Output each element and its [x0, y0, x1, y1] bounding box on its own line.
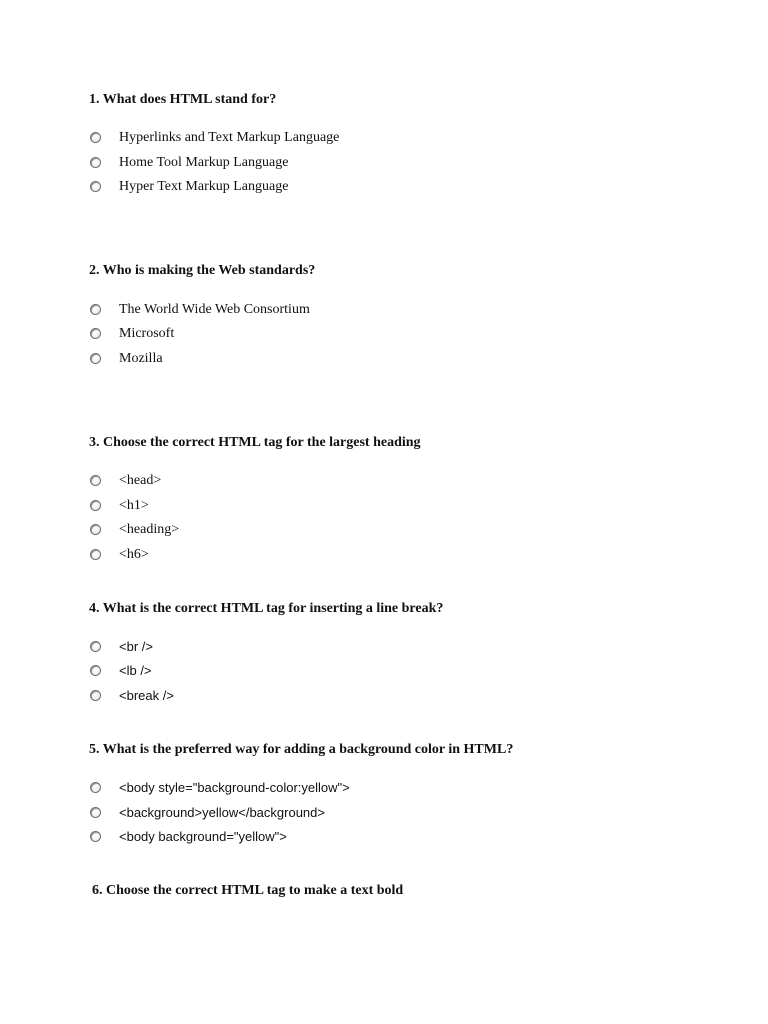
option-label: <h6>	[119, 547, 149, 562]
option-label: Hyper Text Markup Language	[119, 179, 289, 194]
question-5-title: 5. What is the preferred way for adding a background color in HTML?	[89, 742, 514, 757]
question-2-title: 2. Who is making the Web standards?	[89, 263, 316, 278]
radio-button-icon[interactable]	[90, 690, 101, 701]
radio-button-icon[interactable]	[90, 157, 101, 168]
question-1-option-2[interactable]	[90, 153, 288, 173]
radio-button-icon[interactable]	[90, 665, 101, 676]
radio-button-icon[interactable]	[90, 328, 101, 339]
radio-button-icon[interactable]	[90, 641, 101, 652]
option-label: <body style="background-color:yellow">	[119, 780, 350, 795]
question-3-option-2[interactable]	[90, 496, 149, 516]
radio-button-icon[interactable]	[90, 782, 101, 793]
radio-button-icon[interactable]	[90, 524, 101, 535]
option-label: Mozilla	[119, 351, 163, 366]
question-4-option-3[interactable]	[90, 686, 174, 706]
option-label: Home Tool Markup Language	[119, 155, 289, 170]
question-2-option-3[interactable]	[90, 349, 163, 369]
question-1-option-3[interactable]	[90, 177, 288, 197]
radio-button-icon[interactable]	[90, 181, 101, 192]
option-label: <body background="yellow">	[119, 829, 287, 844]
question-1-option-1[interactable]	[90, 128, 339, 148]
question-3-option-4[interactable]	[90, 545, 149, 565]
question-5-option-2[interactable]	[90, 803, 325, 823]
option-label: <h1>	[119, 498, 149, 513]
question-3-option-3[interactable]	[90, 520, 179, 540]
question-3-option-1[interactable]	[90, 471, 161, 491]
radio-button-icon[interactable]	[90, 500, 101, 511]
radio-button-icon[interactable]	[90, 807, 101, 818]
radio-button-icon[interactable]	[90, 475, 101, 486]
question-1-title: 1. What does HTML stand for?	[89, 92, 277, 107]
option-label: Hyperlinks and Text Markup Language	[119, 130, 340, 145]
option-label: <br />	[119, 639, 153, 654]
option-label: <background>yellow</background>	[119, 805, 325, 820]
question-2-option-1[interactable]	[90, 300, 310, 320]
radio-button-icon[interactable]	[90, 132, 101, 143]
option-label: Microsoft	[119, 326, 175, 341]
question-4-option-1[interactable]	[90, 637, 153, 657]
question-5-option-1[interactable]	[90, 778, 350, 798]
option-label: <head>	[119, 473, 162, 488]
question-4-option-2[interactable]	[90, 661, 152, 681]
question-4-title: 4. What is the correct HTML tag for inserting a line break?	[89, 601, 444, 616]
question-6-title: 6. Choose the correct HTML tag to make a text bold	[92, 883, 404, 898]
radio-button-icon[interactable]	[90, 549, 101, 560]
radio-button-icon[interactable]	[90, 831, 101, 842]
option-label: <lb />	[119, 663, 152, 678]
question-2-option-2[interactable]	[90, 324, 174, 344]
radio-button-icon[interactable]	[90, 353, 101, 364]
question-3-title: 3. Choose the correct HTML tag for the largest heading	[89, 435, 421, 450]
radio-button-icon[interactable]	[90, 304, 101, 315]
option-label: <break />	[119, 688, 174, 703]
option-label: <heading>	[119, 522, 180, 537]
question-5-option-3[interactable]	[90, 827, 287, 847]
option-label: The World Wide Web Consortium	[119, 302, 310, 317]
